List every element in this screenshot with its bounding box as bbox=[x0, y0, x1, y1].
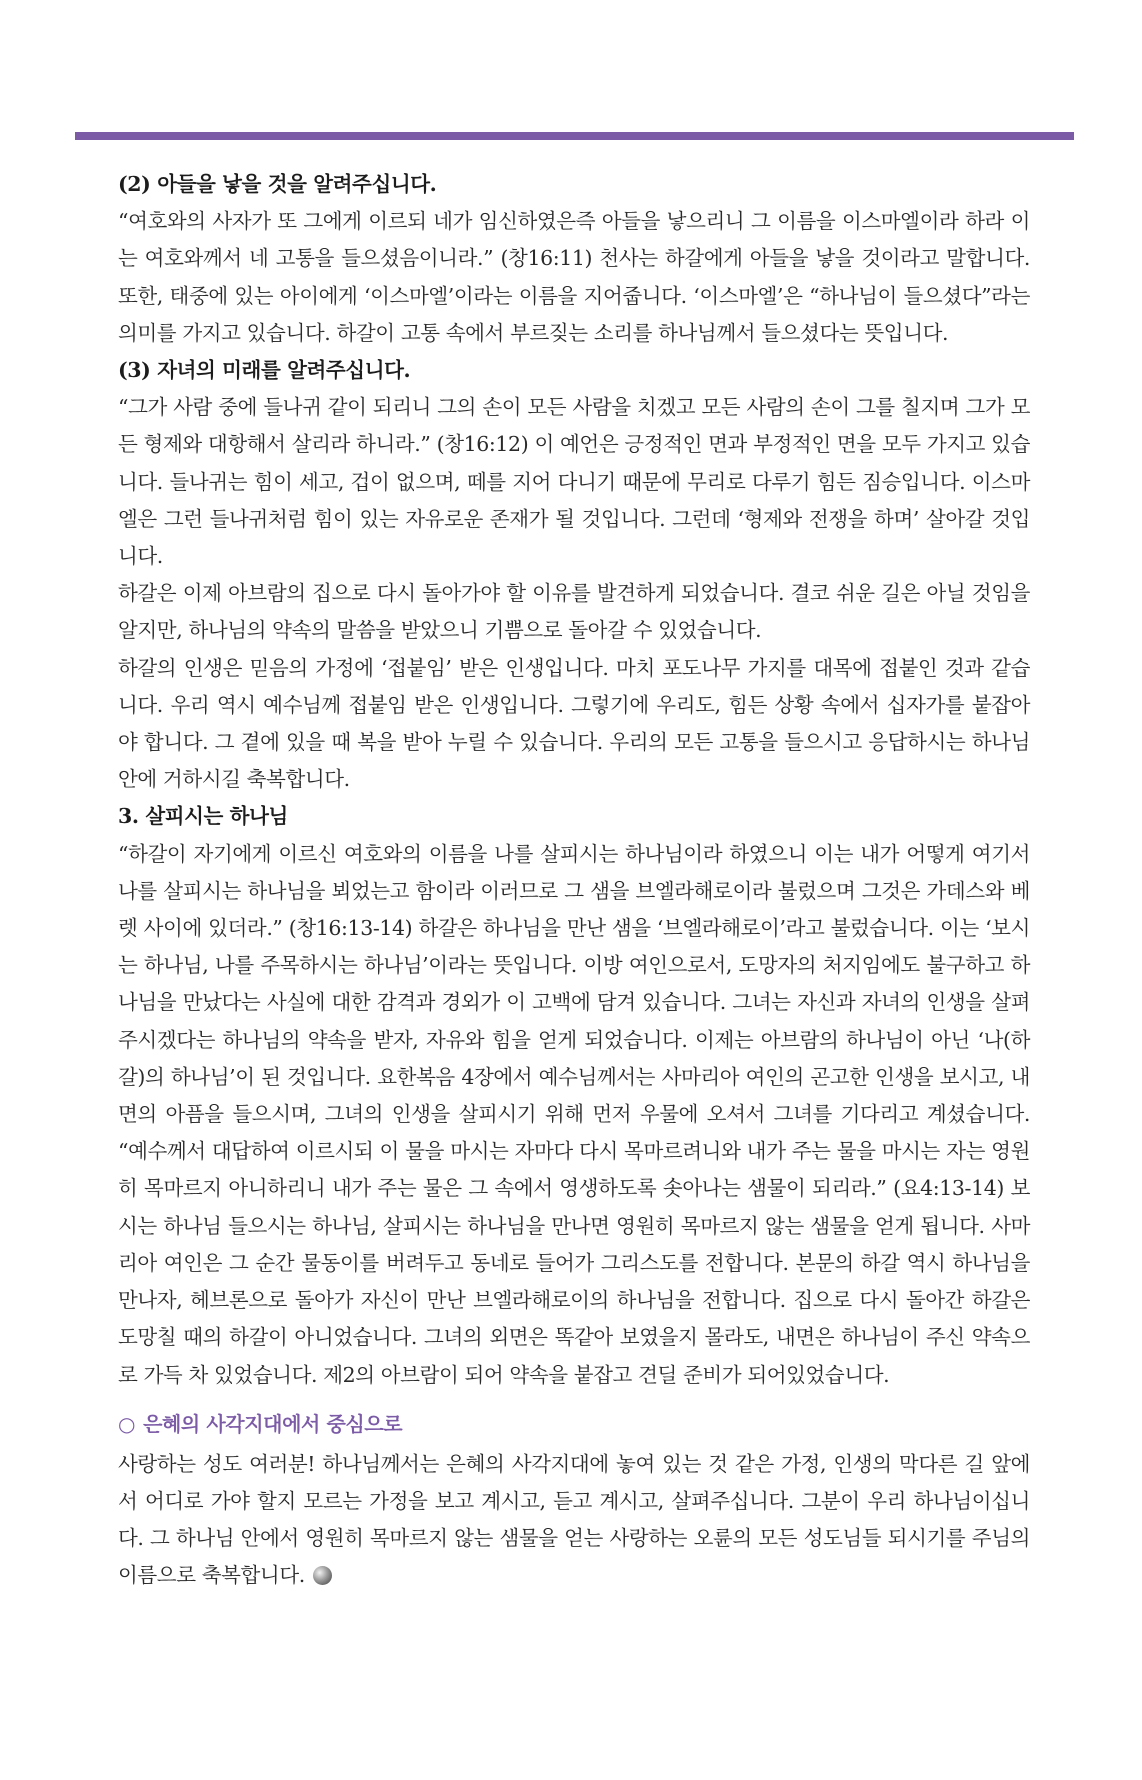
end-mark-icon bbox=[313, 1566, 332, 1585]
paragraph: “그가 사람 중에 들나귀 같이 되리니 그의 손이 모든 사람을 치겠고 모든 사람의 손이 그를 칠지며 그가 모든 형제와 대항해서 살리라 하니라.” (창16:12) 이 예언은 긍정적인 면과 부정적인 면을 모두 가지고 있습니다. 들나귀는 힘이 세고, 겁이 없으며, 떼를 지어 다니기 때문에 무리로 다루기 힘든 짐승입니다. 이스마엘은 그런 들나귀처럼 힘이 있는 자유로운 존재가 될 것입니다. 그런데 ‘형제와 전쟁을 하며’ 살아갈 것입니다. bbox=[118, 395, 1030, 569]
paragraph: 하갈은 이제 아브람의 집으로 다시 돌아가야 할 이유를 발견하게 되었습니다. 결코 쉬운 길은 아닐 것임을 알지만, 하나님의 약속의 말씀을 받았으니 기쁨으로 돌아갈 수 있었습니다. bbox=[118, 581, 1030, 643]
paragraph: 하갈의 인생은 믿음의 가정에 ‘접붙임’ 받은 인생입니다. 마치 포도나무 가지를 대목에 접붙인 것과 같습니다. 우리 역시 예수님께 접붙임 받은 인생입니다. 그렇기에 우리도, 힘든 상황 속에서 십자가를 붙잡아야 합니다. 그 곁에 있을 때 복을 받아 누릴 수 있습니다. 우리의 모든 고통을 들으시고 응답하시는 하나님 안에 거하시길 축복합니다. bbox=[118, 655, 1030, 792]
closing-paragraph bbox=[118, 1446, 1030, 1595]
closing-heading bbox=[118, 1404, 1030, 1444]
body-text bbox=[118, 166, 1030, 1595]
closing-heading-text: 은혜의 사각지대에서 중심으로 bbox=[143, 1411, 403, 1436]
circle-bullet-icon: ○ bbox=[118, 1411, 136, 1436]
section-heading: 3. 살피시는 하나님 bbox=[118, 804, 288, 829]
closing-paragraph-text: 사랑하는 성도 여러분! 하나님께서는 은혜의 사각지대에 놓여 있는 것 같은 가정, 인생의 막다른 길 앞에서 어디로 가야 할지 모르는 가정을 보고 계시고, 듣고 계시고, 살펴주십니다. 그분이 우리 하나님이십니다. 그 하나님 안에서 영원히 목마르지 않는 샘물을 얻는 사랑하는 오륜의 모든 성도님들 되시기를 주님의 이름으로 축복합니다. bbox=[118, 1451, 1030, 1588]
subsection-heading: (2) 아들을 낳을 것을 알려주십니다. bbox=[118, 172, 437, 196]
paragraph: “여호와의 사자가 또 그에게 이르되 네가 임신하였은즉 아들을 낳으리니 그 이름을 이스마엘이라 하라 이는 여호와께서 네 고통을 들으셨음이니라.” (창16:11) 천사는 하갈에게 아들을 낳을 것이라고 말합니다. 또한, 태중에 있는 아이에게 ‘이스마엘’이라는 이름을 지어줍니다. ‘이스마엘’은 “하나님이 들으셨다”라는 의미를 가지고 있습니다. 하갈이 고통 속에서 부르짖는 소리를 하나님께서 들으셨다는 뜻입니다. bbox=[118, 209, 1030, 345]
paragraph: “하갈이 자기에게 이르신 여호와의 이름을 나를 살피시는 하나님이라 하였으니 이는 내가 어떻게 여기서 나를 살피시는 하나님을 뵈었는고 함이라 이러므로 그 샘을 브엘라해로이라 불렀으며 그것은 가데스와 베렛 사이에 있더라.” (창16:13-14) 하갈은 하나님을 만난 샘을 ‘브엘라해로이’라고 불렀습니다. 이는 ‘보시는 하나님, 나를 주목하시는 하나님’이라는 뜻입니다. 이방 여인으로서, 도망자의 처지임에도 불구하고 하나님을 만났다는 사실에 대한 감격과 경외가 이 고백에 담겨 있습니다. 그녀는 자신과 자녀의 인생을 살펴주시겠다는 하나님의 약속을 받자, 자유와 힘을 얻게 되었습니다. 이제는 아브람의 하나님이 아닌 ‘나(하갈)의 하나님’이 된 것입니다. 요한복음 4장에서 예수님께서는 사마리아 여인의 곤고한 인생을 보시고, 내면의 아픔을 들으시며, 그녀의 인생을 살피시기 위해 먼저 우물에 오셔서 그녀를 기다리고 계셨습니다. “예수께서 대답하여 이르시되 이 물을 마시는 자마다 다시 목마르려니와 내가 주는 물을 마시는 자는 영원히 목마르지 아니하리니 내가 주는 물은 그 속에서 영생하도록 솟아나는 샘물이 되리라.” (요4:13-14) 보시는 하나님 들으시는 하나님, 살피시는 하나님을 만나면 영원히 목마르지 않는 샘물을 얻게 됩니다. 사마리아 여인은 그 순간 물동이를 버려두고 동네로 들어가 그리스도를 전합니다. 본문의 하갈 역시 하나님을 만나자, 헤브론으로 돌아가 자신이 만난 브엘라해로이의 하나님을 전합니다. 집으로 다시 돌아간 하갈은 도망칠 때의 하갈이 아니었습니다. 그녀의 외면은 똑같아 보였을지 몰라도, 내면은 하나님이 주신 약속으로 가득 차 있었습니다. 제2의 아브람이 되어 약속을 붙잡고 견딜 준비가 되어있었습니다. bbox=[118, 841, 1030, 1387]
header-rule bbox=[75, 132, 1074, 140]
subsection-heading: (3) 자녀의 미래를 알려주십니다. bbox=[118, 358, 411, 383]
